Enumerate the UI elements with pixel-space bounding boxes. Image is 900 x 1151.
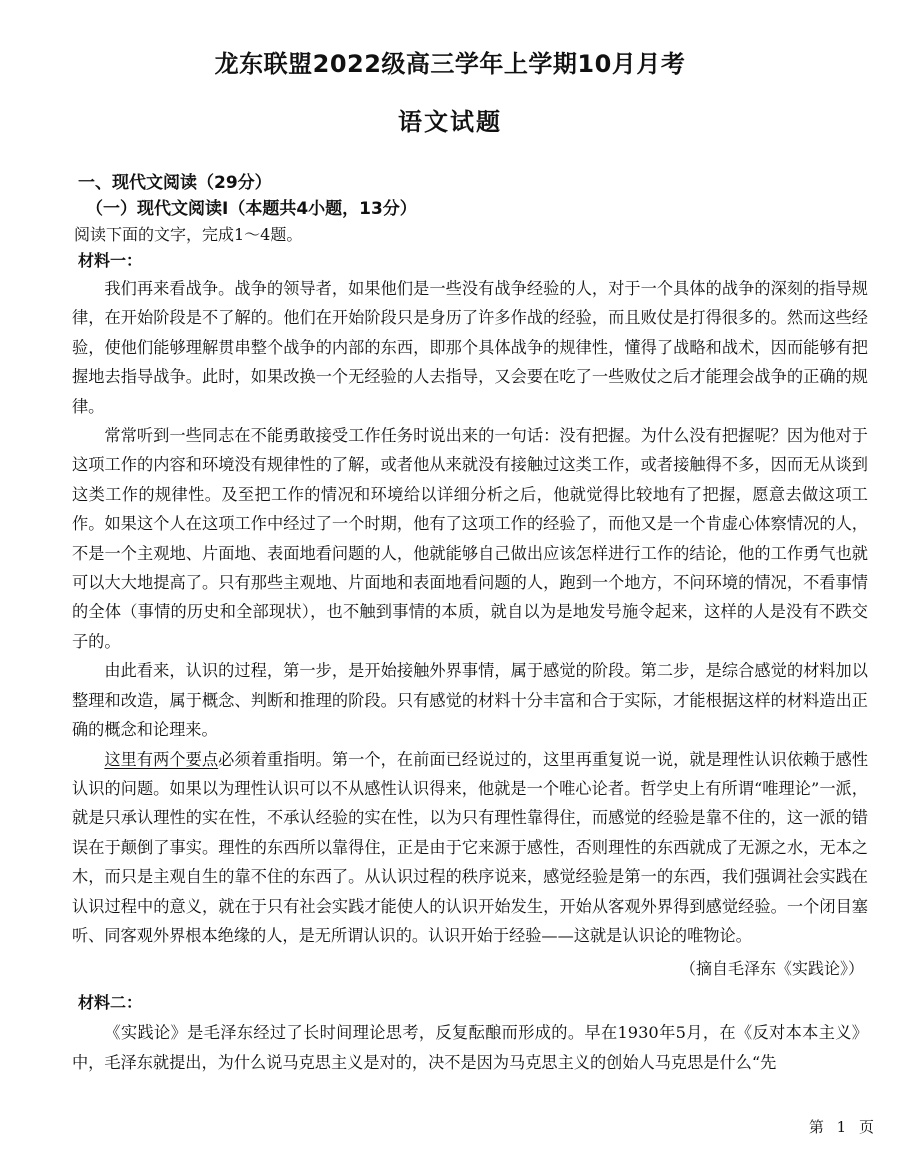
section-heading: 一、现代文阅读（29分） bbox=[78, 173, 272, 193]
exam-title: 龙东联盟2022级高三学年上学期10月月考 bbox=[214, 50, 686, 78]
reading-instruction: 阅读下面的文字，完成1～4题。 bbox=[74, 225, 303, 244]
paragraph-4-text: 必须着重指明。第一个，在前面已经说过的，这里再重复说一说，就是理性认识依赖于感性认识的问题。如果以为理性认识可以不从感性认识得来，他就是一个唯心论者。哲学史上有所谓“唯理论”一派，就是只承认理性的实在性，不承认经验的实在性，以为只有理性靠得住，而感觉的经验是靠不住的，这一派的错误在于颠倒了事实。理性的东西所以靠得住，正是由于它来源于感性，否则理性的东西就成了无源之水，无本之木，而只是主观自生的靠不住的东西了。从认识过程的秩序说来，感觉经验是第一的东西，我们强调社会实践在认识过程中的意义，就在于只有社会实践才能使人的认识开始发生，开始从客观外界得到感觉经验。一个闭目塞听、同客观外界根本绝缘的人，是无所谓认识的。认识开始于经验——这就是认识论的唯物论。 bbox=[72, 749, 869, 945]
material-two-label: 材料二： bbox=[78, 993, 143, 1013]
material-one-paragraph-1: 我们再来看战争。战争的领导者，如果他们是一些没有战争经验的人，对于一个具体的战争的深刻的指导规律，在开始阶段是不了解的。他们在开始阶段只是身历了许多作战的经验，而且败仗是打得很多的。然而这些经验，使他们能够理解贯串整个战争的内部的东西，即那个具体战争的规律性，懂得了战略和战术，因而能够有把握地去指导战争。此时，如果改换一个无经验的人去指导，又会要在吃了一些败仗之后才能理会战争的正确的规律。 bbox=[72, 279, 868, 416]
material-one-paragraph-2: 常常听到一些同志在不能勇敢接受工作任务时说出来的一句话：没有把握。为什么没有把握呢？因为他对于这项工作的内容和环境没有规律性的了解，或者他从来就没有接触过这类工作，或者接触得不多，因而无从谈到这类工作的规律性。及至把工作的情况和环境给以详细分析之后，他就觉得比较地有了把握，愿意去做这项工作。如果这个人在这项工作中经过了一个时期，他有了这项工作的经验了，而他又是一个肯虚心体察情况的人，不是一个主观地、片面地、表面地看问题的人，他就能够自己做出应该怎样进行工作的结论，他的工作勇气也就可以大大地提高了。只有那些主观地、片面地和表面地看问题的人，跑到一个地方，不问环境的情况，不看事情的全体（事情的历史和全部现状），也不触到事情的本质，就自以为是地发号施令起来，这样的人是没有不跌交子的。 bbox=[72, 426, 868, 651]
material-one-paragraph-4 bbox=[72, 745, 868, 951]
material-two-paragraph-1: 《实践论》是毛泽东经过了长时间理论思考，反复酝酿而形成的。早在1930年5月，在《反对本本主义》中，毛泽东就提出，为什么说马克思主义是对的，决不是因为马克思主义的创始人马克思是什么“先 bbox=[72, 1023, 868, 1072]
material-one-source: （摘自毛泽东《实践论》） bbox=[679, 959, 864, 979]
section-subheading: （一）现代文阅读Ⅰ（本题共4小题，13分） bbox=[86, 199, 417, 219]
exam-subtitle: 语文试题 bbox=[398, 108, 502, 136]
page-number: 第 1 页 bbox=[808, 1118, 878, 1136]
exam-content bbox=[72, 170, 868, 1077]
underlined-key-points: 这里有两个要点 bbox=[104, 749, 219, 769]
material-one-label: 材料一： bbox=[78, 251, 143, 270]
material-one-paragraph-3: 由此看来，认识的过程，第一步，是开始接触外界事情，属于感觉的阶段。第二步，是综合感觉的材料加以整理和改造，属于概念、判断和推理的阶段。只有感觉的材料十分丰富和合于实际，才能根据这样的材料造出正确的概念和论理来。 bbox=[72, 661, 868, 740]
